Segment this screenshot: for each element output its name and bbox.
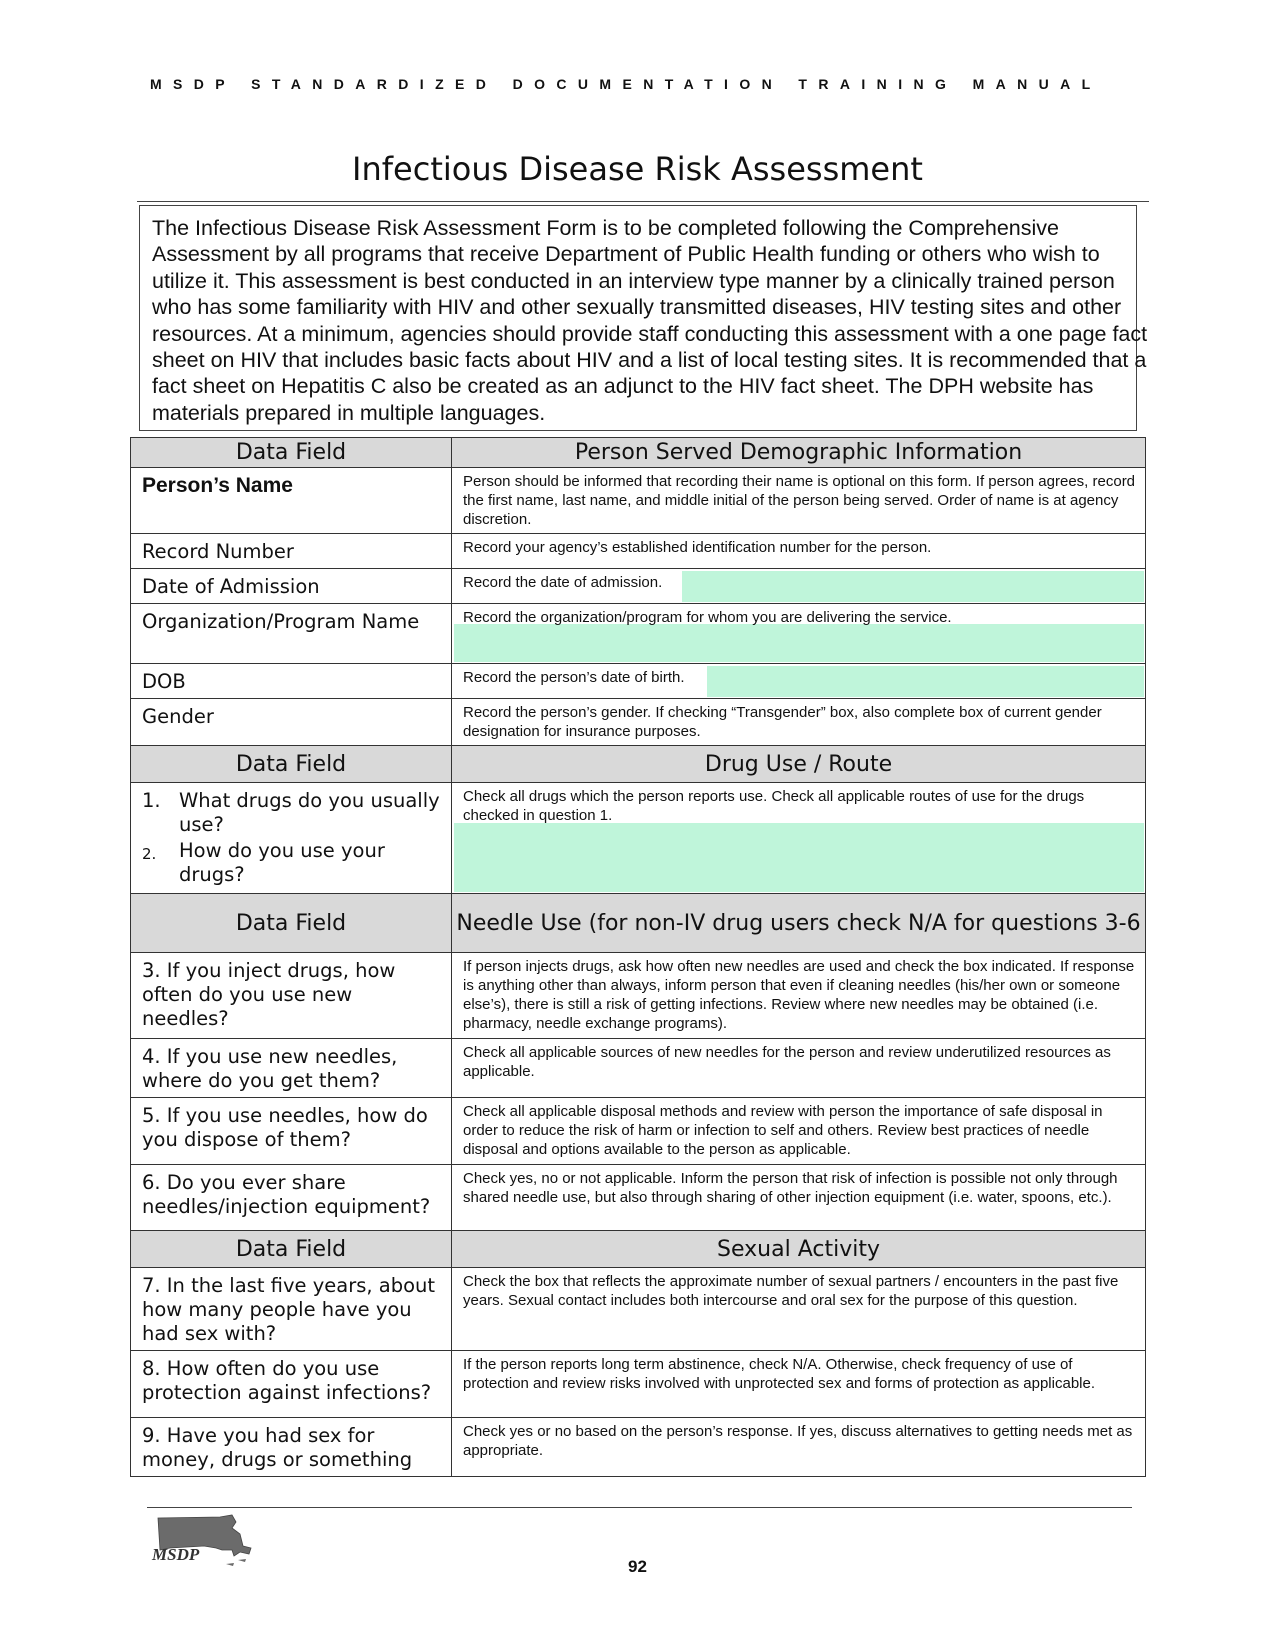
desc-dob: [452, 664, 1146, 699]
table-row: [131, 699, 1146, 746]
desc-gender: Record the person’s gender. If checking “Transgender” box, also complete box of current gender designation for insurance purposes.: [452, 699, 1146, 746]
section-right-label: Drug Use / Route: [452, 746, 1146, 783]
table-row: [131, 664, 1146, 699]
field-q5: 5. If you use needles, how do you dispose of them?: [131, 1098, 452, 1165]
desc-q3: If person injects drugs, ask how often new needles are used and check the box indicated. If response is anything other than always, inform person that even if cleaning needles (his/her own or someone else’s), there is still a risk of getting infections. Review where new needles may be obtained (i.e. pharmacy, needle exchange programs).: [452, 953, 1146, 1039]
intro-top-rule: [137, 201, 1149, 202]
field-organization-program: Organization/Program Name: [131, 604, 452, 664]
desc-q8: If the person reports long term abstinence, check N/A. Otherwise, check frequency of use of protection and review risks involved with unprotected sex and forms of protection as applicable.: [452, 1351, 1146, 1418]
section-header-needle-use: [131, 894, 1146, 953]
field-date-of-admission: Date of Admission: [131, 569, 452, 604]
field-dob: DOB: [131, 664, 452, 699]
desc-q5: Check all applicable disposal methods and review with person the importance of safe disposal in order to reduce the risk of harm or infection to self and others. Review best practices of needle disposal and options available to the person as applicable.: [452, 1098, 1146, 1165]
manual-header: MSDP STANDARDIZED DOCUMENTATION TRAINING MANUAL: [150, 76, 1102, 92]
highlight-block: [454, 823, 1144, 892]
section-right-label: Person Served Demographic Information: [452, 438, 1146, 468]
section-left-label: Data Field: [131, 746, 452, 783]
section-left-label: Data Field: [131, 438, 452, 468]
desc-text: Check all drugs which the person reports use. Check all applicable routes of use for the drugs checked in question 1.: [463, 788, 1085, 824]
table-row: [131, 1418, 1146, 1477]
desc-date-of-admission: [452, 569, 1146, 604]
list-item: [142, 839, 443, 887]
desc-text: Record the date of admission.: [463, 574, 663, 591]
desc-q7: Check the box that reflects the approximate number of sexual partners / encounters in the past five years. Sexual contact includes both intercourse and oral sex for the purpose of this question.: [452, 1268, 1146, 1351]
table-row: [131, 604, 1146, 664]
section-left-label: Data Field: [131, 1231, 452, 1268]
assessment-table: [130, 437, 1146, 1477]
page-title: Infectious Disease Risk Assessment: [352, 150, 923, 188]
section-right-label: Sexual Activity: [452, 1231, 1146, 1268]
table-row: [131, 1098, 1146, 1165]
list-item: [142, 789, 443, 837]
highlight-block: [682, 571, 1144, 602]
field-persons-name: Person’s Name: [131, 468, 452, 534]
table-row: [131, 569, 1146, 604]
table-row: [131, 783, 1146, 894]
section-header-demographics: [131, 438, 1146, 468]
table-row: [131, 953, 1146, 1039]
drug-question-list: [142, 789, 443, 887]
desc-record-number: Record your agency’s established identification number for the person.: [452, 534, 1146, 569]
desc-organization-program: [452, 604, 1146, 664]
field-gender: Gender: [131, 699, 452, 746]
section-header-drug-use: [131, 746, 1146, 783]
question-text: How do you use your drugs?: [179, 839, 385, 886]
desc-q4: Check all applicable sources of new needles for the person and review underutilized resources as applicable.: [452, 1039, 1146, 1098]
section-left-label: Data Field: [131, 894, 452, 953]
table-row: [131, 1039, 1146, 1098]
field-record-number: Record Number: [131, 534, 452, 569]
field-q9: 9. Have you had sex for money, drugs or something: [131, 1418, 452, 1477]
table-row: [131, 468, 1146, 534]
logo-text: MSDP: [152, 1545, 200, 1564]
highlight-block: [454, 624, 1144, 662]
question-text: What drugs do you usually use?: [179, 789, 440, 836]
desc-text: Record the organization/program for whom you are delivering the service.: [463, 609, 952, 626]
question-number: 2.: [142, 845, 157, 863]
intro-box: [139, 205, 1148, 431]
desc-text: Record the person’s date of birth.: [463, 669, 685, 686]
footer-rule: [147, 1507, 1132, 1508]
field-q3: 3. If you inject drugs, how often do you use new needles?: [131, 953, 452, 1039]
desc-q6: Check yes, no or not applicable. Inform the person that risk of infection is possible not only through shared needle use, but also through sharing of other injection equipment (i.e. water, spoons, etc.).: [452, 1165, 1146, 1231]
field-q6: 6. Do you ever share needles/injection equipment?: [131, 1165, 452, 1231]
desc-drug-use: [452, 783, 1146, 894]
highlight-block: [707, 666, 1144, 697]
table-row: [131, 1268, 1146, 1351]
question-number: 1.: [142, 789, 161, 812]
intro-paragraph: The Infectious Disease Risk Assessment Form is to be completed following the Comprehensive Assessment by all programs that receive Department of Public Health funding or others who wish to utilize it. This assessment is best conducted in an interview type manner by a clinically trained person who has some familiarity with HIV and other sexually transmitted diseases, HIV testing sites and other resources. At a minimum, agencies should provide staff conducting this assessment with a one page fact sheet on HIV that includes basic facts about HIV and a list of local testing sites. It is recommended that a fact sheet on Hepatitis C also be created as an adjunct to the HIV fact sheet. The DPH website has materials prepared in multiple languages.: [152, 216, 1148, 425]
field-q8: 8. How often do you use protection against infections?: [131, 1351, 452, 1418]
section-header-sexual-activity: [131, 1231, 1146, 1268]
desc-q9: Check yes or no based on the person’s response. If yes, discuss alternatives to getting needs met as appropriate.: [452, 1418, 1146, 1477]
desc-persons-name: Person should be informed that recording their name is optional on this form. If person agrees, record the first name, last name, and middle initial of the person being served. Order of name is at agency discretion.: [452, 468, 1146, 534]
page-number: 92: [628, 1557, 647, 1576]
section-right-label: Needle Use (for non-IV drug users check N/A for questions 3-6: [452, 894, 1146, 953]
field-drug-questions: [131, 783, 452, 894]
field-q4: 4. If you use new needles, where do you get them?: [131, 1039, 452, 1098]
table-row: [131, 534, 1146, 569]
table-row: [131, 1351, 1146, 1418]
field-q7: 7. In the last five years, about how many people have you had sex with?: [131, 1268, 452, 1351]
table-row: [131, 1165, 1146, 1231]
